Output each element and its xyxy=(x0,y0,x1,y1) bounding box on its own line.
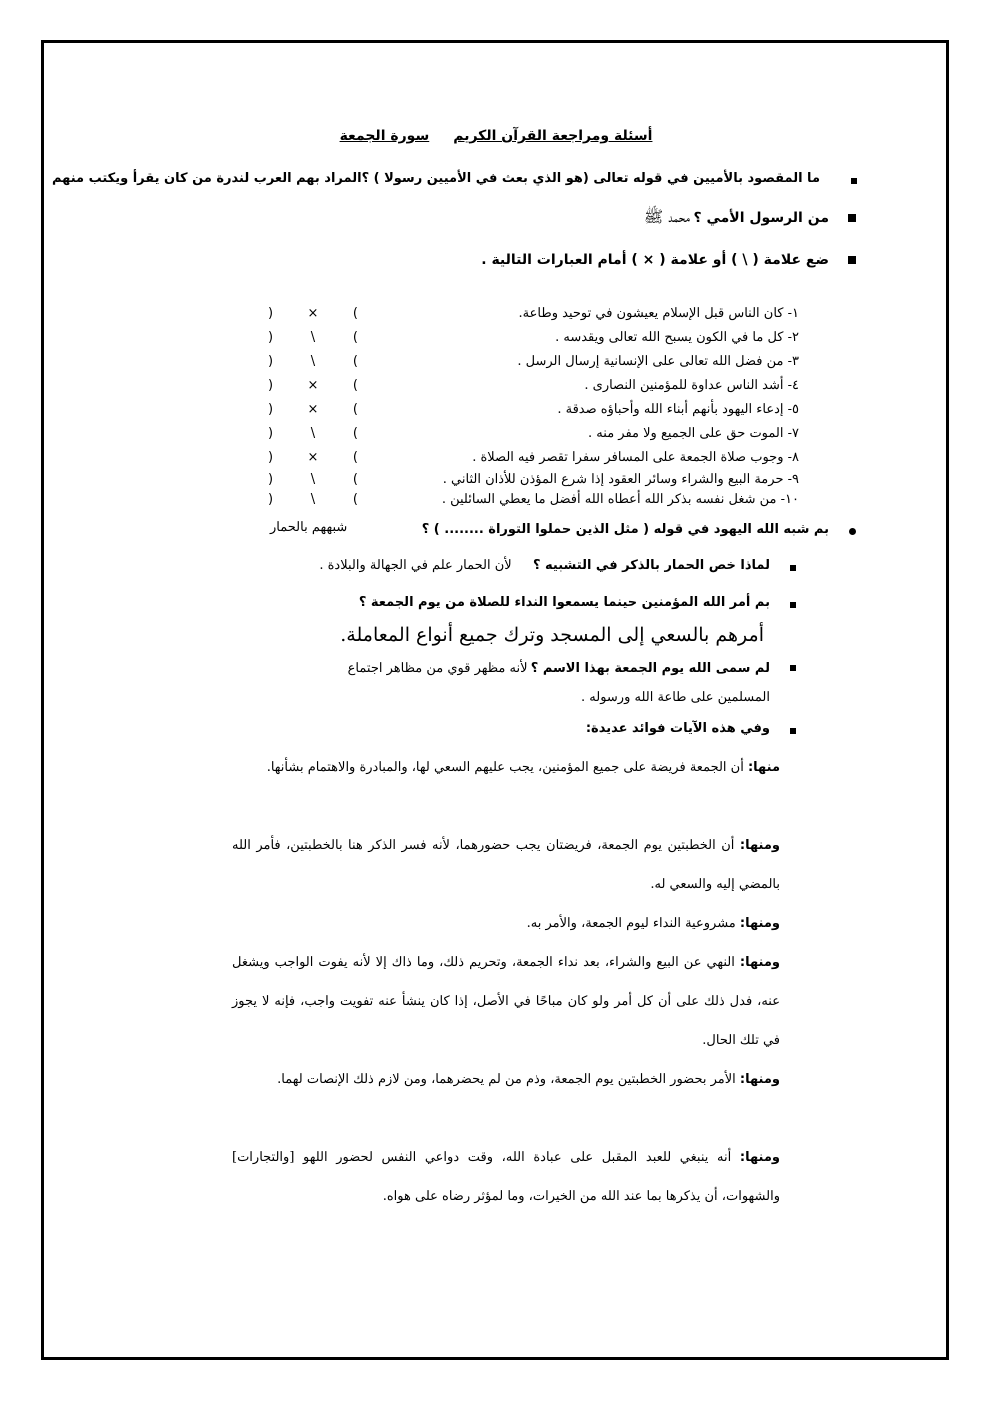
question-7 xyxy=(348,660,770,676)
q8-heading: وفي هذه الآيات فوائد عديدة: xyxy=(585,721,770,736)
statement-9: ٩- حرمة البيع والشراء وسائر العقود إذا شرع المؤذن للأذان الثاني . xyxy=(442,472,799,487)
benefit-3-lead: ومنها: xyxy=(739,916,780,931)
benefit-4-lead: ومنها: xyxy=(739,955,780,970)
mark-10: \ xyxy=(310,492,316,507)
statement-10: ١٠- من شغل نفسه بذكر الله أعطاه الله أفضل ما يعطي السائلين . xyxy=(441,492,799,507)
answer-mark-5: ) × ( xyxy=(268,402,358,417)
bullet-square-icon xyxy=(790,565,796,571)
bullet-dot-icon xyxy=(849,528,856,535)
question-2 xyxy=(644,207,829,230)
answer-mark-9: ) \ ( xyxy=(268,472,358,487)
q2-question: من الرسول الأمي ؟ xyxy=(693,210,829,226)
q7-answer-line1: لأنه مظهر قوي من مظاهر اجتماع xyxy=(347,661,528,676)
bullet-square-icon xyxy=(790,602,796,608)
answer-mark-3: ) \ ( xyxy=(268,354,358,369)
mark-5: × xyxy=(307,402,319,417)
bullet-square-icon xyxy=(848,214,856,222)
q7-question: لم سمى الله يوم الجمعة بهذا الاسم ؟ xyxy=(530,661,770,676)
benefit-5-lead: ومنها: xyxy=(739,1072,780,1087)
benefit-1-text: أن الجمعة فريضة على جميع المؤمنين، يجب عليهم السعي لها، والمبادرة والاهتمام بشأنها. xyxy=(266,760,748,775)
mark-7: \ xyxy=(310,426,316,441)
q1-question: ما المقصود بالأميين في قوله تعالى (هو الذي بعث في الأميين رسولا ) ؟ xyxy=(361,171,820,186)
answer-mark-10: ) \ ( xyxy=(268,492,358,507)
benefit-4 xyxy=(232,943,780,1060)
question-5 xyxy=(319,557,770,573)
page-title xyxy=(0,128,992,144)
benefit-5 xyxy=(232,1060,780,1099)
q4-question: بم شبه الله اليهود في قوله ( مثل الذين حملوا التوراة ........ ) ؟ xyxy=(421,522,829,537)
statement-5: ٥- إدعاء اليهود بأنهم أبناء الله وأحباؤه صدقة . xyxy=(557,402,799,417)
benefit-4-text: النهي عن البيع والشراء، بعد نداء الجمعة، وتحريم ذلك، وما ذاك إلا لأنه يفوت الواجب ويشغل عنه، فدل ذلك على أن كل أمر ولو كان مباحًا في الأصل، إذا كان ينشأ عنه تفويت واجب، فإنه لا يجوز في تلك الحال. xyxy=(232,955,780,1048)
mark-2: \ xyxy=(310,330,316,345)
statement-2: ٢- كل ما في الكون يسبح الله تعالى ويقدسه . xyxy=(555,330,799,345)
benefit-6-lead: ومنها: xyxy=(739,1150,780,1165)
q1-answer: المراد بهم العرب لندرة من كان يقرأ ويكتب منهم xyxy=(51,171,362,186)
mark-1: × xyxy=(307,306,319,321)
title-part2: سورة الجمعة xyxy=(339,128,430,144)
answer-mark-2: ) \ ( xyxy=(268,330,358,345)
mark-3: \ xyxy=(310,354,316,369)
q2-answer: محمد ﷺ xyxy=(643,207,690,226)
mark-8: × xyxy=(307,450,319,465)
statement-1: ١- كان الناس قبل الإسلام يعيشون في توحيد وطاعة. xyxy=(518,306,799,321)
statement-3: ٣- من فضل الله تعالى على الإنسانية إرسال الرسل . xyxy=(517,354,799,369)
q5-question: لماذا خص الحمار بالذكر في التشبيه ؟ xyxy=(532,558,770,573)
q6-question: بم أمر الله المؤمنين حينما يسمعوا النداء للصلاة من يوم الجمعة ؟ xyxy=(358,595,770,610)
question-1 xyxy=(52,170,820,186)
answer-mark-8: ) × ( xyxy=(268,450,358,465)
bullet-square-icon xyxy=(851,178,857,184)
bullet-square-icon xyxy=(848,256,856,264)
statement-7: ٧- الموت حق على الجميع ولا مفر منه . xyxy=(588,426,799,441)
title-part1: أسئلة ومراجعة القرآن الكريم xyxy=(453,128,653,144)
mark-9: \ xyxy=(310,472,316,487)
statement-4: ٤- أشد الناس عداوة للمؤمنين النصارى . xyxy=(584,378,799,393)
answer-mark-1: ) × ( xyxy=(268,306,358,321)
benefit-3-text: مشروعية النداء ليوم الجمعة، والأمر به. xyxy=(526,916,740,931)
q7-answer-line2: المسلمين على طاعة الله ورسوله . xyxy=(581,690,770,705)
q6-answer: أمرهم بالسعي إلى المسجد وترك جميع أنواع المعاملة. xyxy=(340,624,764,646)
benefit-6 xyxy=(232,1138,780,1216)
benefit-2-lead: ومنها: xyxy=(739,838,780,853)
benefit-2 xyxy=(232,826,780,904)
mark-4: × xyxy=(307,378,319,393)
q5-answer: لأن الحمار علم في الجهالة والبلادة . xyxy=(319,558,512,573)
benefit-5-text: الأمر بحضور الخطبتين يوم الجمعة، وذم من لم يحضرهما، ومن لازم ذلك الإنصات لهما. xyxy=(277,1072,740,1087)
statement-8: ٨- وجوب صلاة الجمعة على المسافر سفرا تقصر فيه الصلاة . xyxy=(472,450,799,465)
bullet-square-icon xyxy=(790,728,796,734)
benefit-1 xyxy=(232,748,780,787)
bullet-square-icon xyxy=(790,665,796,671)
benefit-6-text: أنه ينبغي للعبد المقبل على عبادة الله، وقت دواعي النفس لحضور اللهو [والتجارات] والشهوات، أن يذكرها بما عند الله من الخيرات، وما لمؤثر رضاه على هواه. xyxy=(232,1150,780,1204)
q4-answer: شبههم بالحمار xyxy=(270,520,348,535)
benefit-2-text: أن الخطبتين يوم الجمعة، فريضتان يجب حضورهما، لأنه فسر الذكر هنا بالخطبتين، فأمر الله بالمضي إليه والسعي له. xyxy=(232,838,780,892)
benefit-3 xyxy=(232,904,780,943)
answer-mark-7: ) \ ( xyxy=(268,426,358,441)
q3-question: ضع علامة ( \ ) أو علامة ( × ) أمام العبارات التالية . xyxy=(481,252,829,268)
answer-mark-4: ) × ( xyxy=(268,378,358,393)
benefit-1-lead: منها: xyxy=(747,760,780,775)
